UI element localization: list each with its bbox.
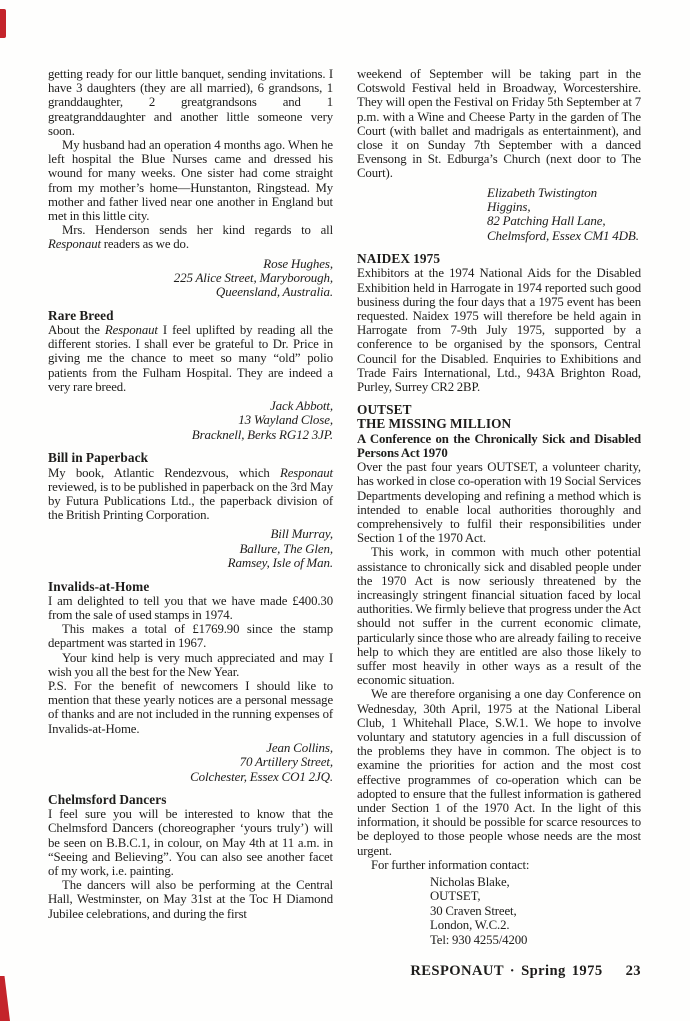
section-cotswold-end (357, 67, 641, 243)
signature-line: 70 Artillery Street, (239, 754, 333, 770)
section-heading: NAIDEX 1975 (357, 251, 441, 267)
section-bill-in-paperback (48, 451, 333, 570)
page-edge-mark-top (0, 9, 6, 38)
paragraph (48, 223, 333, 251)
paragraph-text: I feel uplifted by reading all the different stories. I shall ever be grateful to Dr. Price in giving me the chance to meet so many “old” polio patients from the Fulham Hospital. They are indeed a very rare breed. (48, 323, 333, 394)
contact-line: 30 Craven Street, (430, 903, 517, 918)
contact-line: OUTSET, (430, 889, 481, 904)
signature-line: Jack Abbott, (270, 398, 333, 414)
signature-line: Ramsey, Isle of Man. (227, 555, 333, 571)
journal-name-italic: Responaut (48, 237, 101, 252)
section-heading: Bill in Paperback (48, 450, 149, 466)
contact-line: Nicholas Blake, (430, 874, 510, 889)
paragraph: We are therefore organising a one day Conference on Wednesday, 30th April, 1975 at the National Liberal Club, 1 Whitehall Place, S.W.1. We hope to involve voluntary and statutory agencies in a full discussion of the problems they have in common. The object is to examine the priorities for action and the most cost effective programmes of co-operation which can be adopted to ensure that the fullest information is gathered under Section 1 of the 1970 Act. In the light of this information, it should be possible for scarce resources to be deployed to those people whose needs are the most urgent. (357, 687, 641, 858)
signature-line: Queensland, Australia. (215, 284, 333, 300)
section-subheading: THE MISSING MILLION (357, 416, 512, 432)
conference-title: A Conference on the Chronically Sick and Disabled Persons Act 1970 (357, 431, 641, 460)
footer-separator: · (509, 963, 516, 979)
signature-block (48, 741, 333, 784)
paragraph-text: readers as we do. (100, 237, 189, 252)
signature-line: 82 Patching Hall Lane, (487, 213, 606, 229)
page-edge-mark-bottom (0, 976, 10, 1021)
signature-line: 225 Alice Street, Maryborough, (173, 270, 333, 286)
section-rare-breed (48, 309, 333, 442)
signature-line: Elizabeth Twistington Higgins, (487, 184, 597, 215)
paragraph-text: Mrs. Henderson sends her kind regards to all (62, 223, 333, 238)
paragraph: I am delighted to tell you that we have made £400.30 from the sale of used stamps in 1974. (48, 593, 333, 622)
contact-block (430, 875, 641, 948)
paragraph (48, 323, 333, 394)
section-letter-end (48, 67, 333, 300)
signature-line: Rose Hughes, (263, 255, 333, 271)
paragraph-text: reviewed, is to be published in paperback on the 3rd May by Futura Publications Ltd., the paperback division of the British Printing Corporation. (48, 479, 333, 523)
paragraph: This work, in common with much other potential assistance to chronically sick and disabled people under the 1970 Act is now seriously threatened by the increasingly stringent financial situation faced by local authorities. We firmly believe that progress under the Act should not suffer in the current economic climate, particularly since those who are already failing to receive help to which they are entitled are also those likely to suffer most heavily in other ways as a result of the economic situation. (357, 545, 642, 688)
section-heading: OUTSET (357, 402, 412, 418)
section-naidex-1975 (357, 252, 641, 394)
paragraph: Over the past four years OUTSET, a volunteer charity, has worked in close co-operation with 19 Social Services Departments developing and refining a method which is intended to enable local authorities thoroughly and comprehensively to fulfil their responsibilities under Section 1 of the 1970 Act. (357, 460, 641, 546)
signature-line: Bill Murray, (270, 526, 333, 542)
paragraph-text: About the (48, 323, 105, 338)
section-heading: Rare Breed (48, 307, 114, 323)
contact-line: London, W.C.2. (430, 918, 510, 933)
paragraph: weekend of September will be taking part in the Cotswold Festival held in Broadway, Worcestershire. They will open the Festival on Friday 5th September at 7 p.m. with a Wine and Cheese Party in the garden of The Court (with ballet and madrigals as entertainment), and close it on Sunday 7th September with a danced Evensong in St. Edburga’s Church (next door to The Court). (357, 67, 641, 181)
footer-journal-title: RESPONAUT (410, 963, 504, 979)
journal-name-italic: Responaut (104, 323, 158, 338)
paragraph: P.S. For the benefit of newcomers I should like to mention that these yearly notices are a personal message of thanks and are not included in the running expenses of Invalids-at-Home. (48, 678, 333, 736)
paragraph: The dancers will also be performing at the Central Hall, Westminster, on May 31st at the Toc H Diamond Jubilee celebrations, and during the first (48, 878, 333, 921)
paragraph: My husband had an operation 4 months ago. When he left hospital the Blue Nurses came and dressed his wound for many weeks. One sister had come straight from my mother’s home—Hunstanton, Ringstead. My mother and father lived near one another in England but met in this little city. (48, 138, 333, 224)
section-heading: Invalids-at-Home (48, 578, 150, 594)
right-column (357, 67, 641, 947)
paragraph: For further information contact: (371, 857, 530, 872)
paragraph: This makes a total of £1769.90 since the stamp department was started in 1967. (48, 622, 333, 651)
journal-name-italic: Responaut (280, 465, 333, 480)
footer-page-number: 23 (625, 963, 641, 979)
paragraph: getting ready for our little banquet, sending invitations. I have 3 daughters (they are all married), 6 grandsons, 1 granddaughter, 2 greatgrandsons and 1 greatgranddaughter and another little someone very soon. (48, 67, 333, 138)
section-invalids-at-home (48, 580, 333, 784)
signature-block (48, 399, 333, 442)
paragraph-text: My book, Atlantic Rendezvous, which (48, 465, 281, 480)
paragraph (48, 466, 333, 523)
signature-line: 13 Wayland Close, (238, 412, 333, 428)
section-heading: Chelmsford Dancers (48, 791, 167, 807)
left-column (48, 67, 333, 921)
signature-line: Colchester, Essex CO1 2JQ. (190, 768, 333, 784)
contact-line: Tel: 930 4255/4200 (430, 932, 528, 947)
footer-issue: Spring 1975 (521, 963, 603, 979)
paragraph: Exhibitors at the 1974 National Aids for the Disabled Exhibition held in Harrogate in 1974 reported such good business during the four days that a 1975 event has been requested. Naidex 1975 will therefore be held again in Harrogate from 7-9th July 1975, supported by a conference to be organised by the sponsors, Central Council for the Disabled. Enquiries to Exhibitions and Trade Fairs International, Ltd., 943A Brighton Road, Purley, Surrey CR2 2BP. (357, 266, 641, 395)
paragraph: Your kind help is very much appreciated and may I wish you all the best for the New Year. (48, 650, 333, 679)
section-outset (357, 403, 641, 947)
signature-block (48, 527, 333, 570)
signature-block (48, 257, 333, 300)
signature-line: Chelmsford, Essex CM1 4DB. (487, 227, 639, 243)
signature-line: Ballure, The Glen, (239, 540, 333, 556)
page-footer (357, 963, 641, 980)
signature-line: Bracknell, Berks RG12 3JP. (191, 426, 333, 442)
signature-line: Jean Collins, (266, 739, 333, 755)
paragraph: I feel sure you will be interested to know that the Chelmsford Dancers (choreographer ‘yours truly’) will be seen on B.B.C.1, in colour, on May 4th at 11 a.m. in “Seeing and Believing”. You can also see another facet of my work, i.e. painting. (48, 807, 333, 878)
signature-block (487, 186, 641, 244)
section-chelmsford-dancers (48, 793, 333, 921)
